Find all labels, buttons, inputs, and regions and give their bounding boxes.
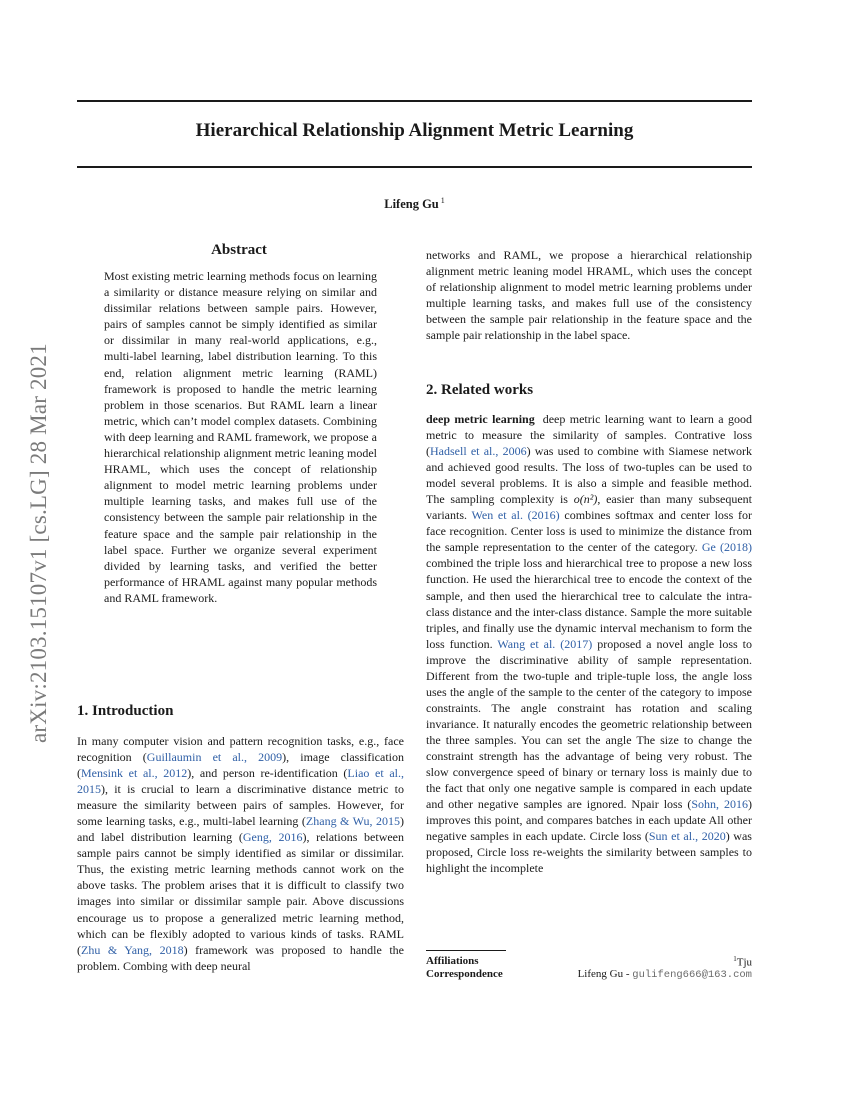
text-run: combines softmax and center loss for face recognition. Center loss is used to minimize the distance from the sample representation to the center of the category.: [426, 508, 752, 555]
text-run: ) was used to combine with Siamese network and achieved good results. The loss of two-tuples can be used to model several problems. It is also a simple and feasible method. The sampling complexity is: [426, 444, 752, 507]
footnote-rule: [426, 950, 506, 951]
paragraph-heading: deep metric learning: [426, 412, 535, 426]
text-run: ), relations between sample pairs cannot be simply identified as similar or dissimilar. Thus, the existing metric learning methods cannot work on the above tasks. The problem arises that it is difficult to classify two images into similar or dissimilar sample pair. Above discussions encourage us to propose a generalized metric learning method, which can be flexibly adopted to various kinds of tasks. RAML (: [77, 830, 405, 957]
citation-link[interactable]: Ge (2018): [701, 540, 753, 555]
text-run: In many computer vision and pattern recognition tasks, e.g., face recognition (: [77, 734, 404, 765]
correspondence-row: [426, 968, 752, 980]
correspondence-name: Lifeng Gu -: [577, 968, 633, 980]
citation-link[interactable]: Wang et al. (2017): [497, 636, 593, 651]
title-rule: [77, 166, 752, 168]
paper-title: Hierarchical Relationship Alignment Metric Learning: [195, 120, 634, 141]
affiliation-name: Tju: [736, 956, 752, 969]
citation-link[interactable]: Zhu & Yang, 2018: [81, 942, 184, 957]
citation-link[interactable]: Sun et al., 2020: [648, 829, 726, 844]
correspondence-email[interactable]: gulifeng666@163.com: [632, 969, 752, 981]
author-name: Lifeng Gu: [384, 197, 439, 212]
introduction-text: [77, 733, 404, 974]
citation-link[interactable]: Sohn, 2016: [691, 797, 748, 812]
citation-link[interactable]: Geng, 2016: [242, 830, 303, 845]
text-run: ), it is crucial to learn a discriminative distance metric to measure the similarity between pairs of samples. However, for some learning tasks, e.g., multi-label learning (: [77, 782, 404, 829]
citation-link[interactable]: Mensink et al., 2012: [81, 766, 188, 781]
abstract-text: Most existing metric learning methods focus on learning a similarity or distance measure relying on similar and dissimilar relations between sample pairs. However, pairs of samples cannot be simply identified as similar or dissimilar in many real-world applications, e.g., multi-label learning, label distribution learning. To this end, relation alignment metric learning (RAML) framework is proposed to handle the metric learning problem in those scenarios. But RAML learn a linear metric, which can’t model complex datasets. Combining with deep learning and RAML framework, we propose a hierarchical relationship alignment metric leaning model HRAML, which uses the concept of relationship alignment to model metric learning problems under multiple learning tasks, and makes full use of the consistency between the sample pair relationship in the feature space and the sample pair relationship in the label space. Further we organize several experiment divided by learning tasks, and verified the better performance of HRAML against many popular methods and RAML framework.: [104, 269, 377, 605]
text-run: deep metric learning want to learn a good metric to measure the similarity of samples. Contrative loss (: [426, 412, 752, 459]
citation-link[interactable]: Guillaumin et al., 2009: [146, 750, 283, 765]
abstract-continuation-text: networks and RAML, we propose a hierarchical relationship alignment metric leaning model HRAML, which uses the concept of relationship alignment to model metric learning problems under multiple learning tasks, and makes full use of the consistency between the sample pair relationship in the feature space and the sample pair relationship in the label space.: [426, 248, 752, 343]
introduction-heading: 1. Introduction: [77, 703, 174, 719]
text-run: proposed a novel angle loss to improve the discriminative ability of sample representation. Different from the two-tuple and triple-tuple loss, the angle loss uses the angle of the sample to the center of the category to impose constraints. The angle constraint has rotation and scaling invariance. It naturally encodes the geometric relationship between the three samples. You can set the angle The size to change the constraint strength has the advantage of being very robust. The slow convergence speed of binary or ternary loss is mainly due to the fact that only one negative sample is compared in each update and other negative samples are ignored. Npair loss (: [426, 636, 752, 812]
text-run: , easier than many subsequent variants.: [426, 492, 752, 523]
arxiv-identifier: arXiv:2103.15107v1 [cs.LG] 28 Mar 2021: [26, 343, 51, 743]
affiliation-mark: 1: [733, 955, 737, 963]
citation-link[interactable]: Hadsell et al., 2006: [430, 444, 527, 459]
math-expression: o(n²): [573, 492, 598, 507]
correspondence-value: [578, 968, 752, 981]
text-run: ) improves this point, and compares batches in each update All other negative samples in each update. Circle loss (: [426, 797, 752, 844]
text-run: ), and person re-identification (: [187, 766, 348, 781]
citation-link[interactable]: Zhang & Wu, 2015: [305, 814, 401, 829]
text-run: ) was proposed, Circle loss re-weights the similarity between samples to highlight the incomplete: [426, 829, 752, 876]
citation-link[interactable]: Liao et al., 2015: [77, 766, 405, 797]
related-works-text: [426, 411, 752, 876]
citation-link[interactable]: Wen et al. (2016): [471, 508, 560, 523]
related-works-heading: 2. Related works: [426, 382, 534, 398]
text-run: ), image classification (: [77, 750, 404, 781]
correspondence-label: Correspondence: [426, 968, 503, 980]
text-run: combined the triple loss and hierarchical tree to propose a new loss function. He used the hierarchical tree to encode the context of the sample, and then used the hierarchical tree to calculate the intra-class distance and the inter-class distance. Sample the more suitable triples, and finally use the dynamic interval mechanism to form the loss function.: [426, 556, 752, 651]
text-run: ) framework was proposed to handle the problem. Combing with deep neural: [77, 942, 404, 973]
affiliations-label: Affiliations: [426, 955, 479, 967]
author-line: [77, 196, 752, 212]
top-rule: [77, 100, 752, 102]
author-affiliation-mark: 1: [440, 196, 445, 205]
affiliations-row: [426, 955, 752, 967]
text-run: ) and label distribution learning (: [77, 814, 405, 845]
abstract-heading: Abstract: [211, 242, 267, 258]
affiliations-value: [733, 955, 752, 969]
